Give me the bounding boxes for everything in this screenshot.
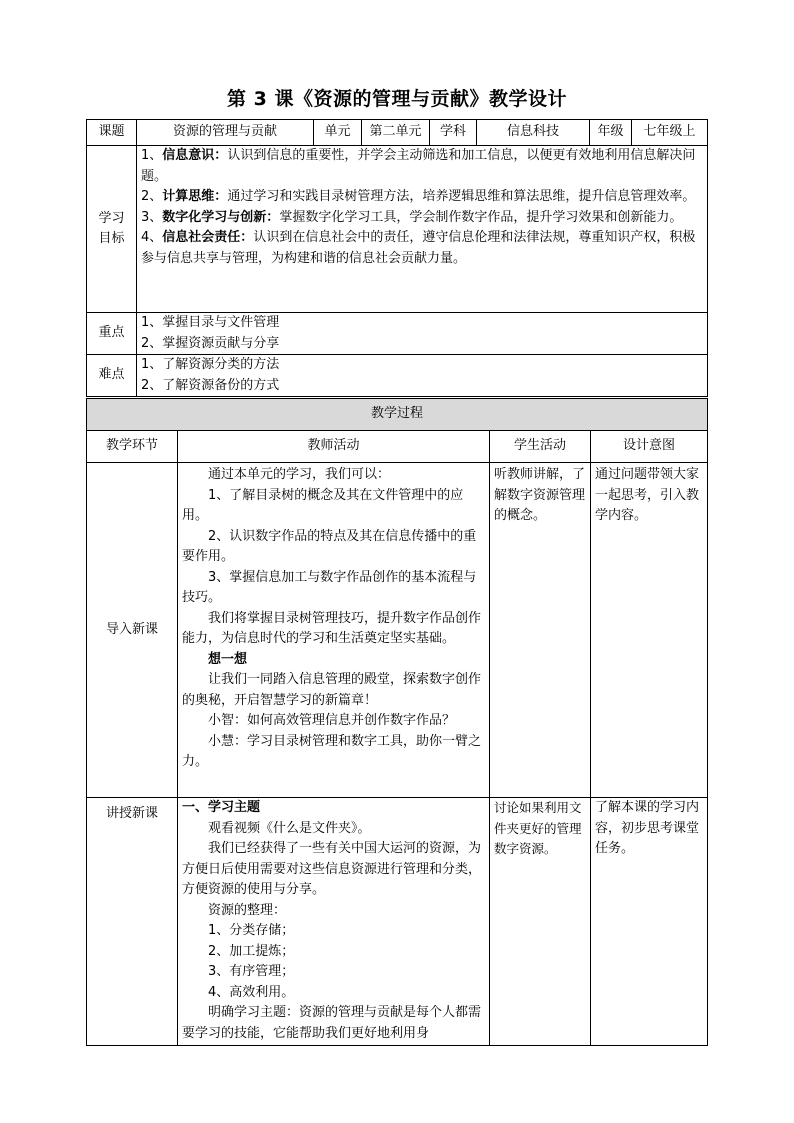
goals-label-line1: 学习 [98, 210, 125, 226]
subject-label: 学科 [430, 120, 477, 146]
goals-content [137, 146, 708, 313]
subject-value: 信息科技 [477, 120, 590, 146]
document-title: 第 3 课《资源的管理与贡献》教学设计 [227, 88, 567, 110]
difficulties-content [137, 355, 708, 397]
difficulties-label: 难点 [87, 355, 137, 397]
topic-value: 资源的管理与贡献 [137, 120, 314, 146]
column-header: 教师活动 [178, 431, 490, 463]
key-points-content [137, 313, 708, 355]
teaching-process-table [86, 398, 708, 1046]
column-header: 教学环节 [87, 431, 178, 463]
goal-item: 3、数字化学习与创新：掌握数字化学习工具，学会制作数字作品，提升学习效果和创新能力。 [141, 209, 683, 225]
design-intent-cell: 通过问题带领大家一起思考，引入教学内容。 [591, 463, 708, 798]
goals-label [87, 146, 137, 313]
teacher-activity-cell: 通过本单元的学习，我们可以： 1、了解目录树的概念及其在文件管理中的应用。 2、认识数字作品的特点及其在信息传播中的重要作用。 3、掌握信息加工与数字作品创作的基本流程与技巧。 我们将掌握目录树管理技巧，提升数字作品创作能力，为信息时代的学习和生活奠定坚实基础。 想一想 让我们一同踏入信息管理的殿堂，探索数字创作的奥秘，开启智慧学习的新篇章！ 小智：如何高效管理信息并创作数字作品？ 小慧：学习目录树管理和数字工具，助你一臂之力。 [178, 463, 490, 798]
unit-label: 单元 [314, 120, 362, 146]
course-info-table [86, 119, 708, 397]
unit-value: 第二单元 [362, 120, 430, 146]
stage-cell: 讲授新课 [87, 798, 178, 1046]
goals-label-line2: 目标 [98, 231, 125, 246]
teacher-activity-cell: 一、学习主题 观看视频《什么是文件夹》。 我们已经获得了一些有关中国大运河的资源，为方便日后使用需要对这些信息资源进行管理和分类，方便资源的使用与分享。 资源的整理： 1、分类存储； 2、加工提炼； 3、有序管理； 4、高效利用。 明确学习主题：资源的管理与贡献是每个人都需要学习的技能，它能帮助我们更好地利用身 [178, 798, 490, 1046]
key-point-item: 1、掌握目录与文件管理 [141, 315, 280, 330]
table-row [87, 463, 708, 798]
goal-item: 2、计算思维：通过学习和实践目录树管理方法，培养逻辑思维和算法思维，提升信息管理效率。 [141, 189, 696, 204]
key-points-label: 重点 [87, 313, 137, 355]
goal-item: 1、信息意识：认识到信息的重要性，并学会主动筛选和加工信息，以便更有效地利用信息解决问题。 [141, 148, 696, 184]
grade-label: 年级 [590, 120, 632, 146]
student-activity-cell: 听教师讲解，了解数字资源管理的概念。 [490, 463, 591, 798]
column-header: 设计意图 [591, 431, 708, 463]
process-header: 教学过程 [87, 399, 708, 431]
difficulty-item: 2、了解资源备份的方式 [141, 377, 280, 393]
table-row [87, 798, 708, 1046]
topic-label: 课题 [87, 120, 137, 146]
grade-value: 七年级上 [632, 120, 708, 146]
student-activity-cell: 讨论如果利用文件夹更好的管理数字资源。 [490, 798, 591, 1046]
stage-cell: 导入新课 [87, 463, 178, 798]
design-intent-cell: 了解本课的学习内容，初步思考课堂任务。 [591, 798, 708, 1046]
key-point-item: 2、掌握资源贡献与分享 [141, 335, 280, 351]
difficulty-item: 1、了解资源分类的方法 [141, 357, 280, 372]
column-header: 学生活动 [490, 431, 591, 463]
goal-item: 4、信息社会责任：认识到在信息社会中的责任，遵守信息伦理和法律法规，尊重知识产权，积极参与信息共享与管理，为构建和谐的信息社会贡献力量。 [141, 230, 696, 266]
